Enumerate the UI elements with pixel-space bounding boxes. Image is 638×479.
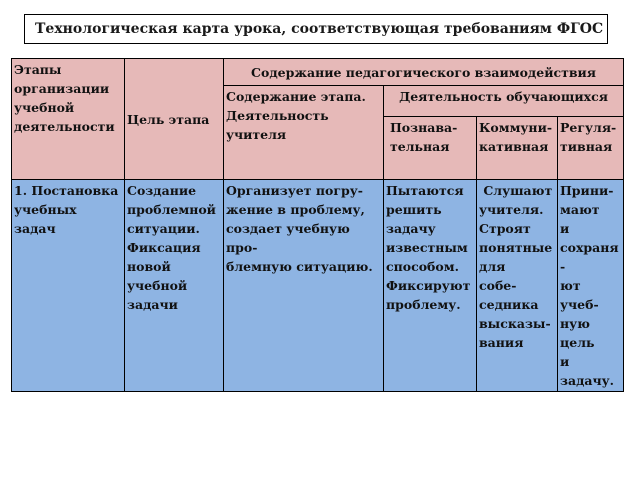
header-goal: Цель этапа (125, 59, 224, 180)
header-regulatory: Регуля- тивная (558, 117, 624, 180)
page-title: Технологическая карта урока, соответствующая требованиям ФГОС (24, 14, 608, 44)
row1-communicative: Слушают учителя. Строят понятные для собе- седника высказы- вания (477, 180, 558, 392)
row1-cognitive: Пытаются решить задачу известным способом. Фиксируют проблему. (384, 180, 477, 392)
row1-regulatory: Прини- мают и сохраня- ют учеб- ную цель и задачу. (558, 180, 624, 392)
technological-map-table (11, 58, 624, 392)
row1-goal: Создание проблемной ситуации. Фиксация новой учебной задачи (125, 180, 224, 392)
header-communicative: Коммуни- кативная (477, 117, 558, 180)
header-stages: Этапы организации учебной деятельности (12, 59, 125, 180)
header-content: Содержание этапа. Деятельность учителя (224, 86, 384, 180)
header-students: Деятельность обучающихся (384, 86, 624, 117)
row1-stage: 1. Постановка учебных задач (12, 180, 125, 392)
header-cognitive: Познава- тельная (384, 117, 477, 180)
row1-content: Организует погру- жение в проблему, создает учебную про- блемную ситуацию. (224, 180, 384, 392)
header-interaction: Содержание педагогического взаимодействия (224, 59, 624, 86)
